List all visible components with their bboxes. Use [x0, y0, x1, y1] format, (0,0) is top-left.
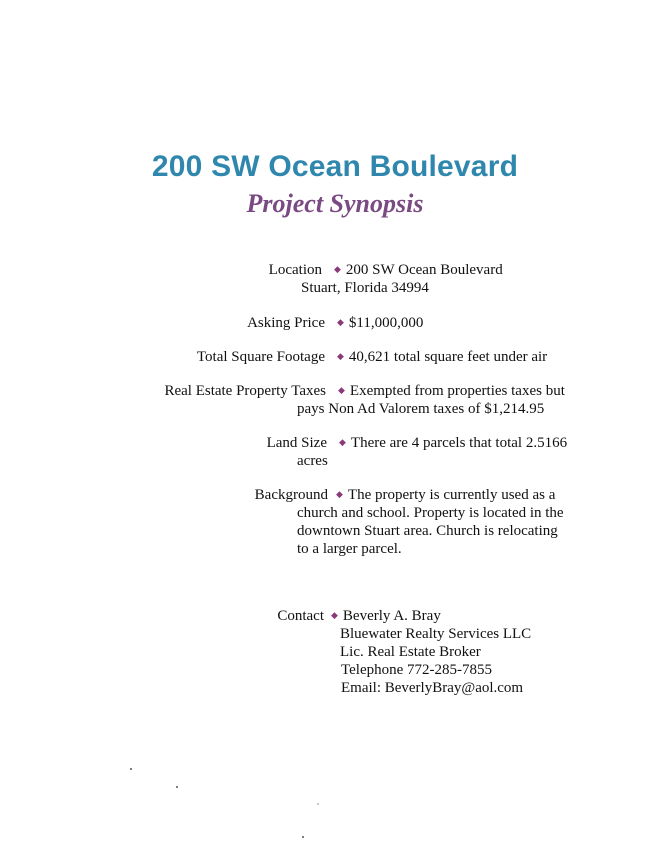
scan-speck	[317, 803, 319, 805]
scan-speck	[176, 786, 178, 788]
document-subtitle: Project Synopsis	[246, 189, 424, 218]
bullet-icon: ◆	[337, 351, 344, 361]
background-line-4: to a larger parcel.	[297, 541, 402, 557]
background-line-3: downtown Stuart area. Church is relocating	[297, 523, 558, 539]
contact-name: Beverly A. Bray	[342, 608, 441, 624]
scan-speck	[130, 768, 132, 770]
bullet-icon: ◆	[336, 489, 343, 499]
background-label: Background	[254, 487, 328, 503]
contact-telephone: Telephone 772-285-7855	[341, 662, 492, 678]
location-label: Location	[268, 262, 322, 278]
property-taxes-line-1: Exempted from properties taxes but	[349, 383, 565, 399]
property-taxes-label: Real Estate Property Taxes	[164, 383, 326, 399]
land-size-line-1: There are 4 parcels that total 2.5166	[350, 435, 568, 451]
bullet-icon: ◆	[334, 264, 341, 274]
asking-price-label: Asking Price	[247, 315, 325, 331]
bullet-icon: ◆	[339, 437, 346, 447]
scan-speck	[302, 836, 304, 838]
document-title: 200 SW Ocean Boulevard	[151, 150, 519, 183]
square-footage-value: 40,621 total square feet under air	[348, 349, 548, 365]
land-size-line-2: acres	[297, 453, 328, 469]
contact-label: Contact	[277, 608, 324, 624]
contact-email: Email: BeverlyBray@aol.com	[341, 680, 524, 696]
background-line-1: The property is currently used as a	[347, 487, 556, 503]
land-size-label: Land Size	[266, 435, 327, 451]
asking-price-value: $11,000,000	[348, 315, 424, 331]
bullet-icon: ◆	[338, 385, 345, 395]
background-line-2: church and school. Property is located in the	[297, 505, 564, 521]
location-line-2: Stuart, Florida 34994	[301, 280, 429, 296]
location-line-1: 200 SW Ocean Boulevard	[345, 262, 503, 278]
bullet-icon: ◆	[337, 317, 344, 327]
contact-company: Bluewater Realty Services LLC	[340, 626, 532, 642]
bullet-icon: ◆	[331, 610, 338, 620]
property-taxes-line-2: pays Non Ad Valorem taxes of $1,214.95	[297, 401, 545, 417]
contact-title: Lic. Real Estate Broker	[340, 644, 481, 660]
square-footage-label: Total Square Footage	[196, 349, 325, 365]
